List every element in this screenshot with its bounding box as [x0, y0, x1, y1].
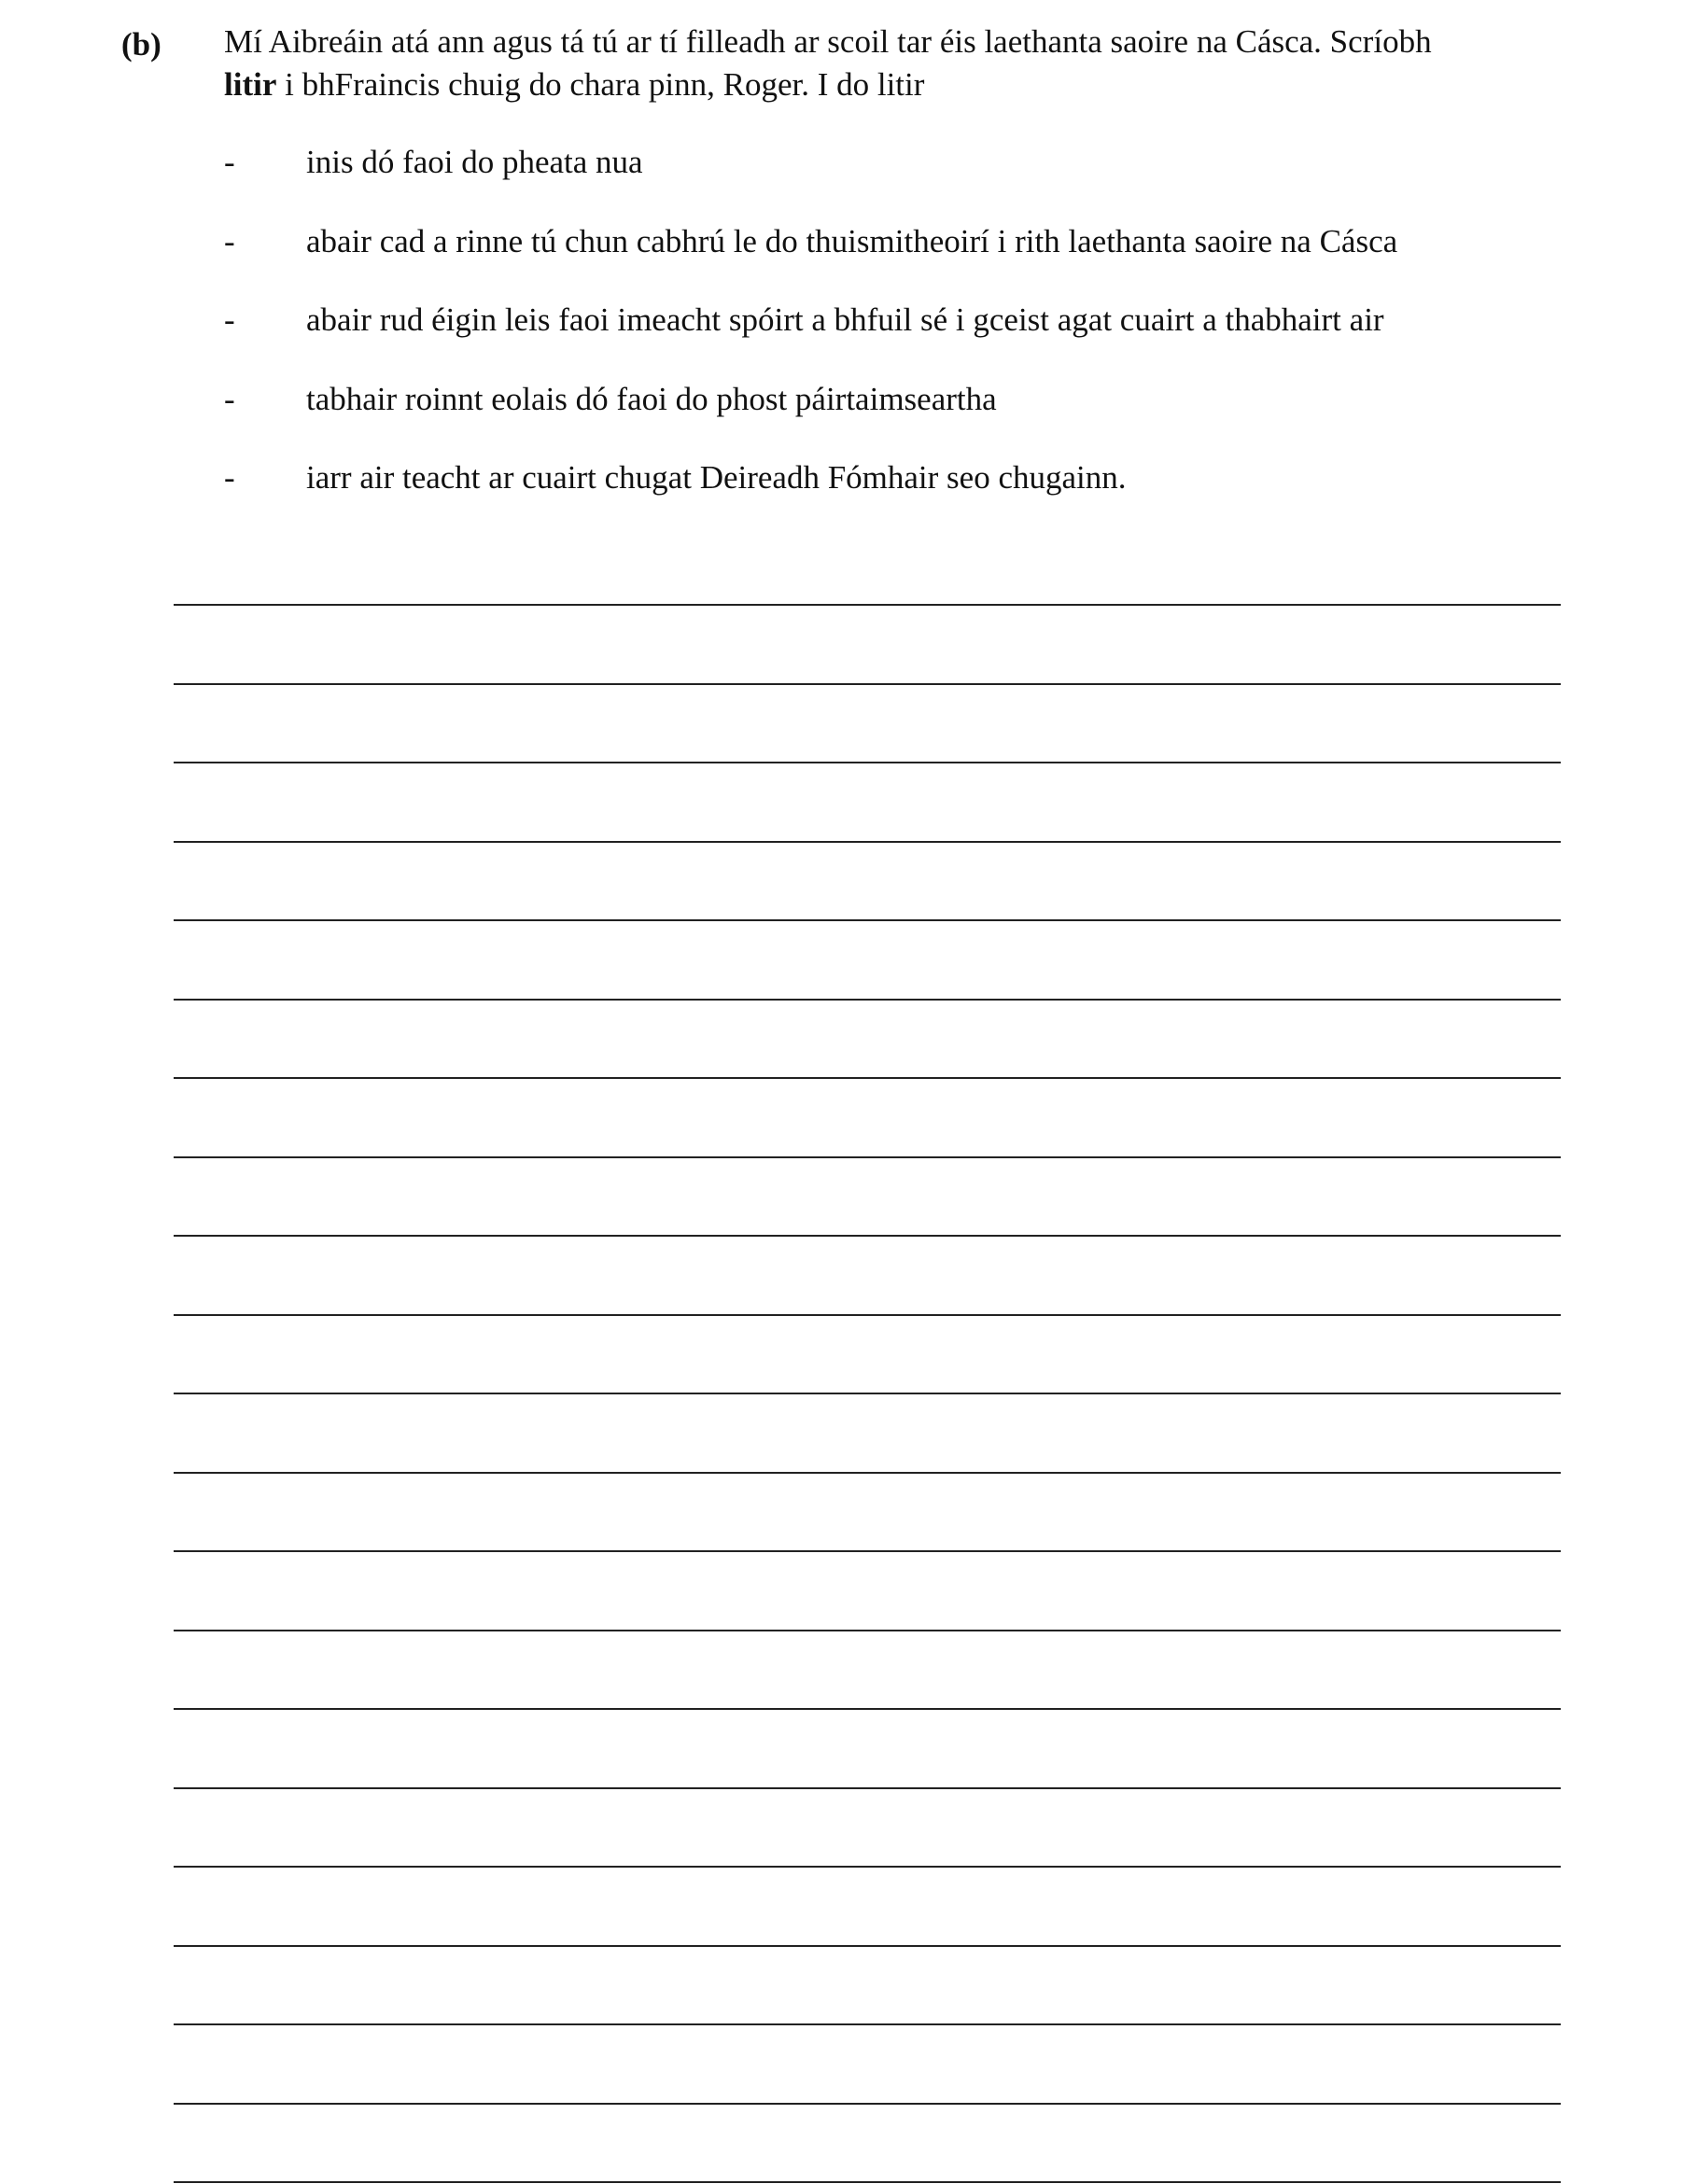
answer-line[interactable] [174, 762, 1561, 763]
bullet-text: abair cad a rinne tú chun cabhrú le do thuismitheoirí i rith laethanta saoire na Cásca [306, 223, 1398, 259]
answer-line[interactable] [174, 683, 1561, 685]
bullet-text: iarr air teacht ar cuairt chugat Deireadh Fómhair seo chugainn. [306, 459, 1127, 496]
bullet-text: inis dó faoi do pheata nua [306, 144, 643, 180]
bullet-dash: - [224, 144, 235, 180]
answer-line[interactable] [174, 919, 1561, 921]
bullet-text: abair rud éigin leis faoi imeacht spóirt a bhfuil sé i gceist agat cuairt a thabhairt air [306, 301, 1384, 338]
bullet-item [224, 375, 1624, 424]
bullet-dash: - [224, 223, 235, 259]
bullet-dash: - [224, 381, 235, 417]
bullet-item [224, 296, 1624, 344]
bullet-item [224, 138, 1624, 187]
answer-line[interactable] [174, 2023, 1561, 2025]
answer-line[interactable] [174, 1156, 1561, 1158]
answer-line[interactable] [174, 1945, 1561, 1947]
answer-line[interactable] [174, 1314, 1561, 1316]
bullet-text: tabhair roinnt eolais dó faoi do phost páirtaimseartha [306, 381, 997, 417]
answer-line[interactable] [174, 1550, 1561, 1552]
prompt-text-part1: Mí Aibreáin atá ann agus tá tú ar tí filleadh ar scoil tar éis laethanta saoire na Cásca. Scríobh [224, 23, 1432, 60]
bullet-item [224, 454, 1624, 502]
answer-line[interactable] [174, 841, 1561, 843]
bullet-dash: - [224, 301, 235, 338]
answer-line[interactable] [174, 2181, 1561, 2183]
bullet-dash: - [224, 459, 235, 496]
answer-line[interactable] [174, 1708, 1561, 1710]
answer-line[interactable] [174, 1787, 1561, 1789]
prompt-bold-word: litir [224, 66, 277, 103]
answer-line[interactable] [174, 1472, 1561, 1474]
question-label: (b) [121, 26, 161, 63]
answer-line[interactable] [174, 604, 1561, 606]
answer-line[interactable] [174, 2103, 1561, 2105]
prompt-text-part2: i bhFraincis chuig do chara pinn, Roger. I do litir [276, 66, 925, 103]
answer-line[interactable] [174, 1235, 1561, 1237]
question-prompt [224, 21, 1559, 106]
answer-line[interactable] [174, 999, 1561, 1001]
answer-line[interactable] [174, 1630, 1561, 1631]
answer-line[interactable] [174, 1077, 1561, 1079]
bullet-item [224, 217, 1624, 266]
answer-line[interactable] [174, 1393, 1561, 1394]
answer-line[interactable] [174, 1866, 1561, 1868]
